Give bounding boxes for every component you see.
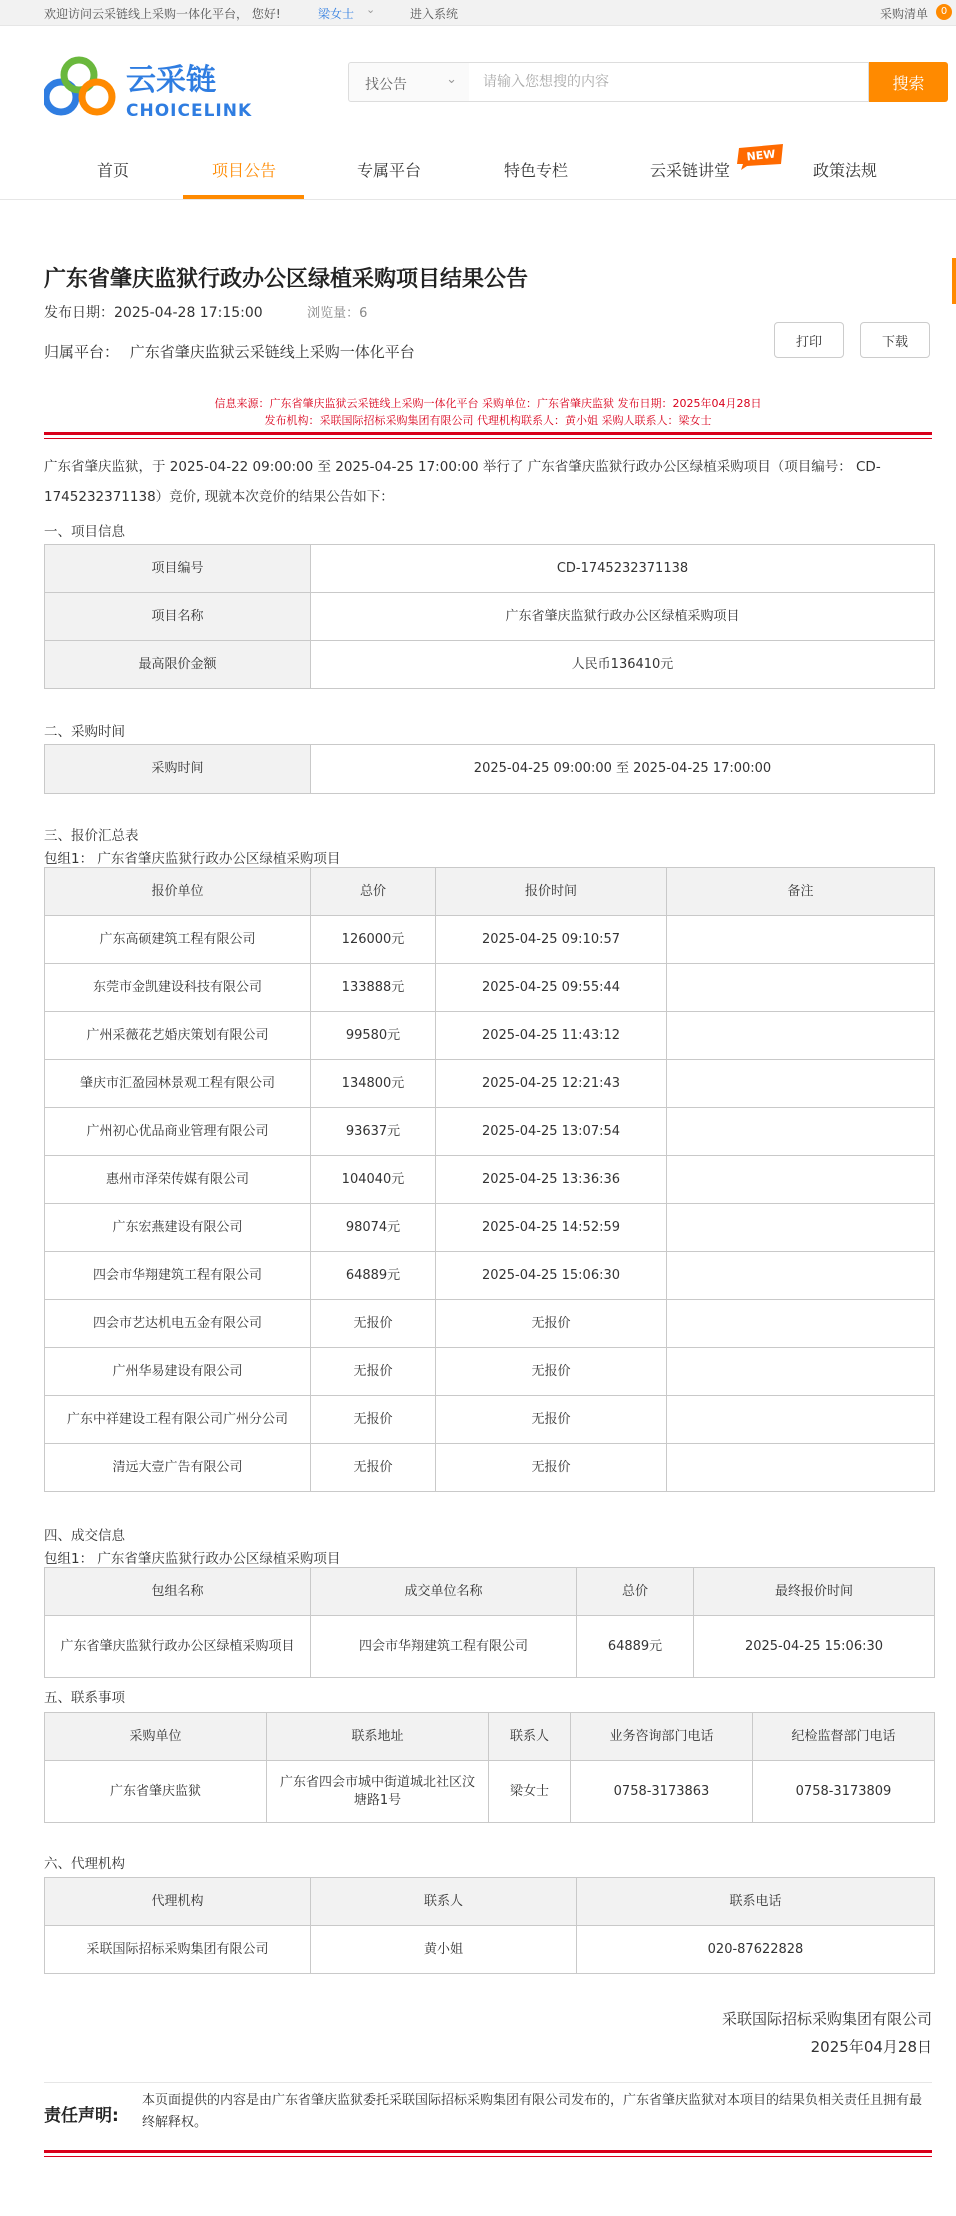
- chevron-down-icon[interactable]: ⌄: [366, 3, 376, 16]
- project-info-table: [44, 544, 935, 689]
- choicelink-logo[interactable]: [44, 56, 260, 122]
- table-cell: 2025-04-25 11:43:12: [436, 1012, 667, 1060]
- table-cell: 广东高硕建筑工程有限公司: [45, 916, 311, 964]
- table-cell: 126000元: [311, 916, 436, 964]
- table-row: [45, 1012, 935, 1060]
- table-cell: 无报价: [436, 1396, 667, 1444]
- publish-date-label: 发布日期：: [44, 305, 114, 321]
- group-label: 包组1： 广东省肇庆监狱行政办公区绿植采购项目: [44, 1551, 341, 1567]
- enter-system-link[interactable]: 进入系统: [410, 7, 459, 21]
- main-nav: [0, 140, 956, 200]
- table-row: [45, 1156, 935, 1204]
- divider: [44, 2082, 932, 2083]
- table-cell: 133888元: [311, 964, 436, 1012]
- table-row: 广东省肇庆监狱行政办公区绿植采购项目 四会市华翔建筑工程有限公司 64889元 2025-04-25 15:06:30: [45, 1616, 935, 1678]
- table-cell: 无报价: [311, 1300, 436, 1348]
- red-divider: [44, 432, 932, 435]
- table-cell: 93637元: [311, 1108, 436, 1156]
- table-cell: [667, 1252, 935, 1300]
- section-heading: 四、成交信息: [44, 1528, 125, 1544]
- logo-mark-icon: [46, 60, 112, 112]
- signature-org: 采联国际招标采购集团有限公司: [721, 2010, 932, 2028]
- group-label: 包组1： 广东省肇庆监狱行政办公区绿植采购项目: [44, 851, 341, 867]
- table-row: [45, 1348, 935, 1396]
- welcome-text: 欢迎访问云采链线上采购一体化平台， 您好!: [44, 7, 281, 21]
- table-cell: 无报价: [311, 1444, 436, 1492]
- intro-paragraph: 广东省肇庆监狱，于 2025-04-22 09:00:00 至 2025-04-25 17:00:00 举行了 广东省肇庆监狱行政办公区绿植采购项目（项目编号： CD-1745232371138）竞价, 现就本次竞价的结果公告如下：: [44, 459, 881, 505]
- table-cell: 东莞市金凯建设科技有限公司: [45, 964, 311, 1012]
- new-badge: [735, 144, 785, 170]
- table-header-row: 报价单位 总价 报价时间 备注: [45, 868, 935, 916]
- table-cell: [667, 1012, 935, 1060]
- views-label: 浏览量：: [307, 306, 360, 321]
- search-bar: [348, 62, 948, 102]
- logo-cn-text: 云采链: [126, 63, 216, 98]
- info-source-line: 信息来源：广东省肇庆监狱云采链线上采购一体化平台 采购单位：广东省肇庆监狱 发布日期：2025年04月28日: [214, 397, 762, 410]
- table-row: [45, 1252, 935, 1300]
- table-row: 广东省肇庆监狱 广东省四会市城中街道城北社区汶塘路1号 梁女士 0758-3173863 0758-3173809: [45, 1761, 935, 1823]
- search-type-select[interactable]: [348, 62, 470, 102]
- table-row: 采购时间 2025-04-25 09:00:00 至 2025-04-25 17:00:00: [45, 745, 935, 794]
- table-cell: [667, 1156, 935, 1204]
- publish-meta: [44, 302, 367, 322]
- table-cell: [667, 1060, 935, 1108]
- red-divider-thin: [44, 2156, 932, 2157]
- table-cell: 无报价: [436, 1444, 667, 1492]
- table-row: [45, 916, 935, 964]
- nav-lecture-hall[interactable]: 云采链讲堂: [650, 161, 731, 180]
- section-heading: 一、项目信息: [44, 524, 125, 540]
- table-row: 采联国际招标采购集团有限公司 黄小姐 020-87622828: [45, 1926, 935, 1974]
- table-cell: 64889元: [311, 1252, 436, 1300]
- user-menu[interactable]: 梁女士: [318, 7, 355, 21]
- platform-label: 归属平台：: [44, 343, 120, 361]
- table-cell: 99580元: [311, 1012, 436, 1060]
- table-row: 最高限价金额 人民币136410元: [45, 641, 935, 689]
- table-cell: [667, 1204, 935, 1252]
- section-heading: 二、采购时间: [44, 724, 125, 740]
- table-cell: 2025-04-25 09:10:57: [436, 916, 667, 964]
- purchase-list-link[interactable]: 采购清单: [880, 7, 929, 21]
- page-title: 广东省肇庆监狱行政办公区绿植采购项目结果公告: [44, 267, 529, 292]
- table-cell: 广东中祥建设工程有限公司广州分公司: [45, 1396, 311, 1444]
- table-header-row: 采购单位 联系地址 联系人 业务咨询部门电话 纪检监督部门电话: [45, 1713, 935, 1761]
- table-cell: 2025-04-25 09:55:44: [436, 964, 667, 1012]
- table-cell: 无报价: [311, 1348, 436, 1396]
- table-row: 项目名称 广东省肇庆监狱行政办公区绿植采购项目: [45, 593, 935, 641]
- purchase-list-count-badge: 0: [936, 4, 952, 20]
- table-cell: [667, 1108, 935, 1156]
- table-cell: 2025-04-25 14:52:59: [436, 1204, 667, 1252]
- top-bar: [0, 0, 956, 26]
- chevron-down-icon: ⌄: [446, 72, 457, 87]
- table-cell: [667, 1444, 935, 1492]
- nav-exclusive-platform[interactable]: 专属平台: [357, 161, 422, 180]
- section-heading: 五、联系事项: [44, 1690, 125, 1706]
- table-cell: 2025-04-25 13:36:36: [436, 1156, 667, 1204]
- table-cell: 清远大壹广告有限公司: [45, 1444, 311, 1492]
- table-cell: 无报价: [436, 1300, 667, 1348]
- nav-featured-column[interactable]: 特色专栏: [504, 161, 569, 180]
- agency-table: [44, 1877, 935, 1974]
- table-header-row: 代理机构 联系人 联系电话: [45, 1878, 935, 1926]
- table-cell: [667, 916, 935, 964]
- table-row: [45, 1108, 935, 1156]
- table-cell: 无报价: [311, 1396, 436, 1444]
- logo-en-text: CHOICELINK: [126, 101, 253, 121]
- nav-policy-regulations[interactable]: 政策法规: [813, 161, 878, 180]
- table-cell: 四会市艺达机电五金有限公司: [45, 1300, 311, 1348]
- nav-project-notice[interactable]: 项目公告: [212, 161, 277, 180]
- info-publisher-line: 发布机构：采联国际招标采购集团有限公司 代理机构联系人：黄小姐 采购人联系人：梁女士: [264, 414, 712, 427]
- platform-info: [44, 341, 415, 362]
- table-cell: 广东宏燕建设有限公司: [45, 1204, 311, 1252]
- search-type-label: 找公告: [365, 77, 407, 93]
- table-row: [45, 1396, 935, 1444]
- table-cell: 无报价: [436, 1348, 667, 1396]
- table-cell: 惠州市泽荣传媒有限公司: [45, 1156, 311, 1204]
- section-heading: 三、报价汇总表: [44, 828, 139, 844]
- table-cell: 134800元: [311, 1060, 436, 1108]
- nav-active-indicator: [183, 195, 304, 199]
- deal-info-table: [44, 1567, 935, 1678]
- table-cell: 肇庆市汇盈园林景观工程有限公司: [45, 1060, 311, 1108]
- table-row: [45, 1060, 935, 1108]
- table-cell: 98074元: [311, 1204, 436, 1252]
- disclaimer-text: 本页面提供的内容是由广东省肇庆监狱委托采联国际招标采购集团有限公司发布的，广东省肇庆监狱对本项目的结果负相关责任且拥有最终解释权。: [142, 2093, 923, 2130]
- purchase-time-table: [44, 744, 935, 794]
- section-heading: 六、代理机构: [44, 1856, 125, 1872]
- table-row: [45, 1204, 935, 1252]
- print-button[interactable]: 打印: [774, 322, 844, 358]
- publish-date: 2025-04-28 17:15:00: [114, 305, 263, 321]
- table-cell: [667, 1396, 935, 1444]
- download-button[interactable]: 下载: [860, 322, 930, 358]
- table-row: [45, 1300, 935, 1348]
- search-button[interactable]: 搜索: [869, 62, 948, 102]
- table-cell: 四会市华翔建筑工程有限公司: [45, 1252, 311, 1300]
- nav-home[interactable]: 首页: [97, 161, 130, 180]
- table-cell: 广州华易建设有限公司: [45, 1348, 311, 1396]
- table-cell: 104040元: [311, 1156, 436, 1204]
- table-row: [45, 1444, 935, 1492]
- table-cell: [667, 1348, 935, 1396]
- table-cell: [667, 1300, 935, 1348]
- table-header-row: 包组名称 成交单位名称 总价 最终报价时间: [45, 1568, 935, 1616]
- side-float-tab[interactable]: [952, 258, 956, 304]
- quote-summary-table: [44, 867, 935, 1492]
- disclaimer-label: 责任声明:: [44, 2106, 119, 2126]
- contact-table: [44, 1712, 935, 1823]
- table-row: 项目编号 CD-1745232371138: [45, 545, 935, 593]
- table-cell: 2025-04-25 12:21:43: [436, 1060, 667, 1108]
- platform-name: 广东省肇庆监狱云采链线上采购一体化平台: [129, 343, 415, 361]
- red-divider: [44, 2150, 932, 2153]
- table-row: [45, 964, 935, 1012]
- red-divider-thin: [44, 438, 932, 439]
- svg-text:NEW: NEW: [745, 147, 776, 164]
- table-cell: [667, 964, 935, 1012]
- table-cell: 广州初心优品商业管理有限公司: [45, 1108, 311, 1156]
- search-input[interactable]: [469, 62, 869, 102]
- table-cell: 广州采薇花艺婚庆策划有限公司: [45, 1012, 311, 1060]
- table-cell: 2025-04-25 15:06:30: [436, 1252, 667, 1300]
- views-count: 6: [359, 306, 368, 321]
- table-cell: 2025-04-25 13:07:54: [436, 1108, 667, 1156]
- signature-date: 2025年04月28日: [810, 2038, 932, 2056]
